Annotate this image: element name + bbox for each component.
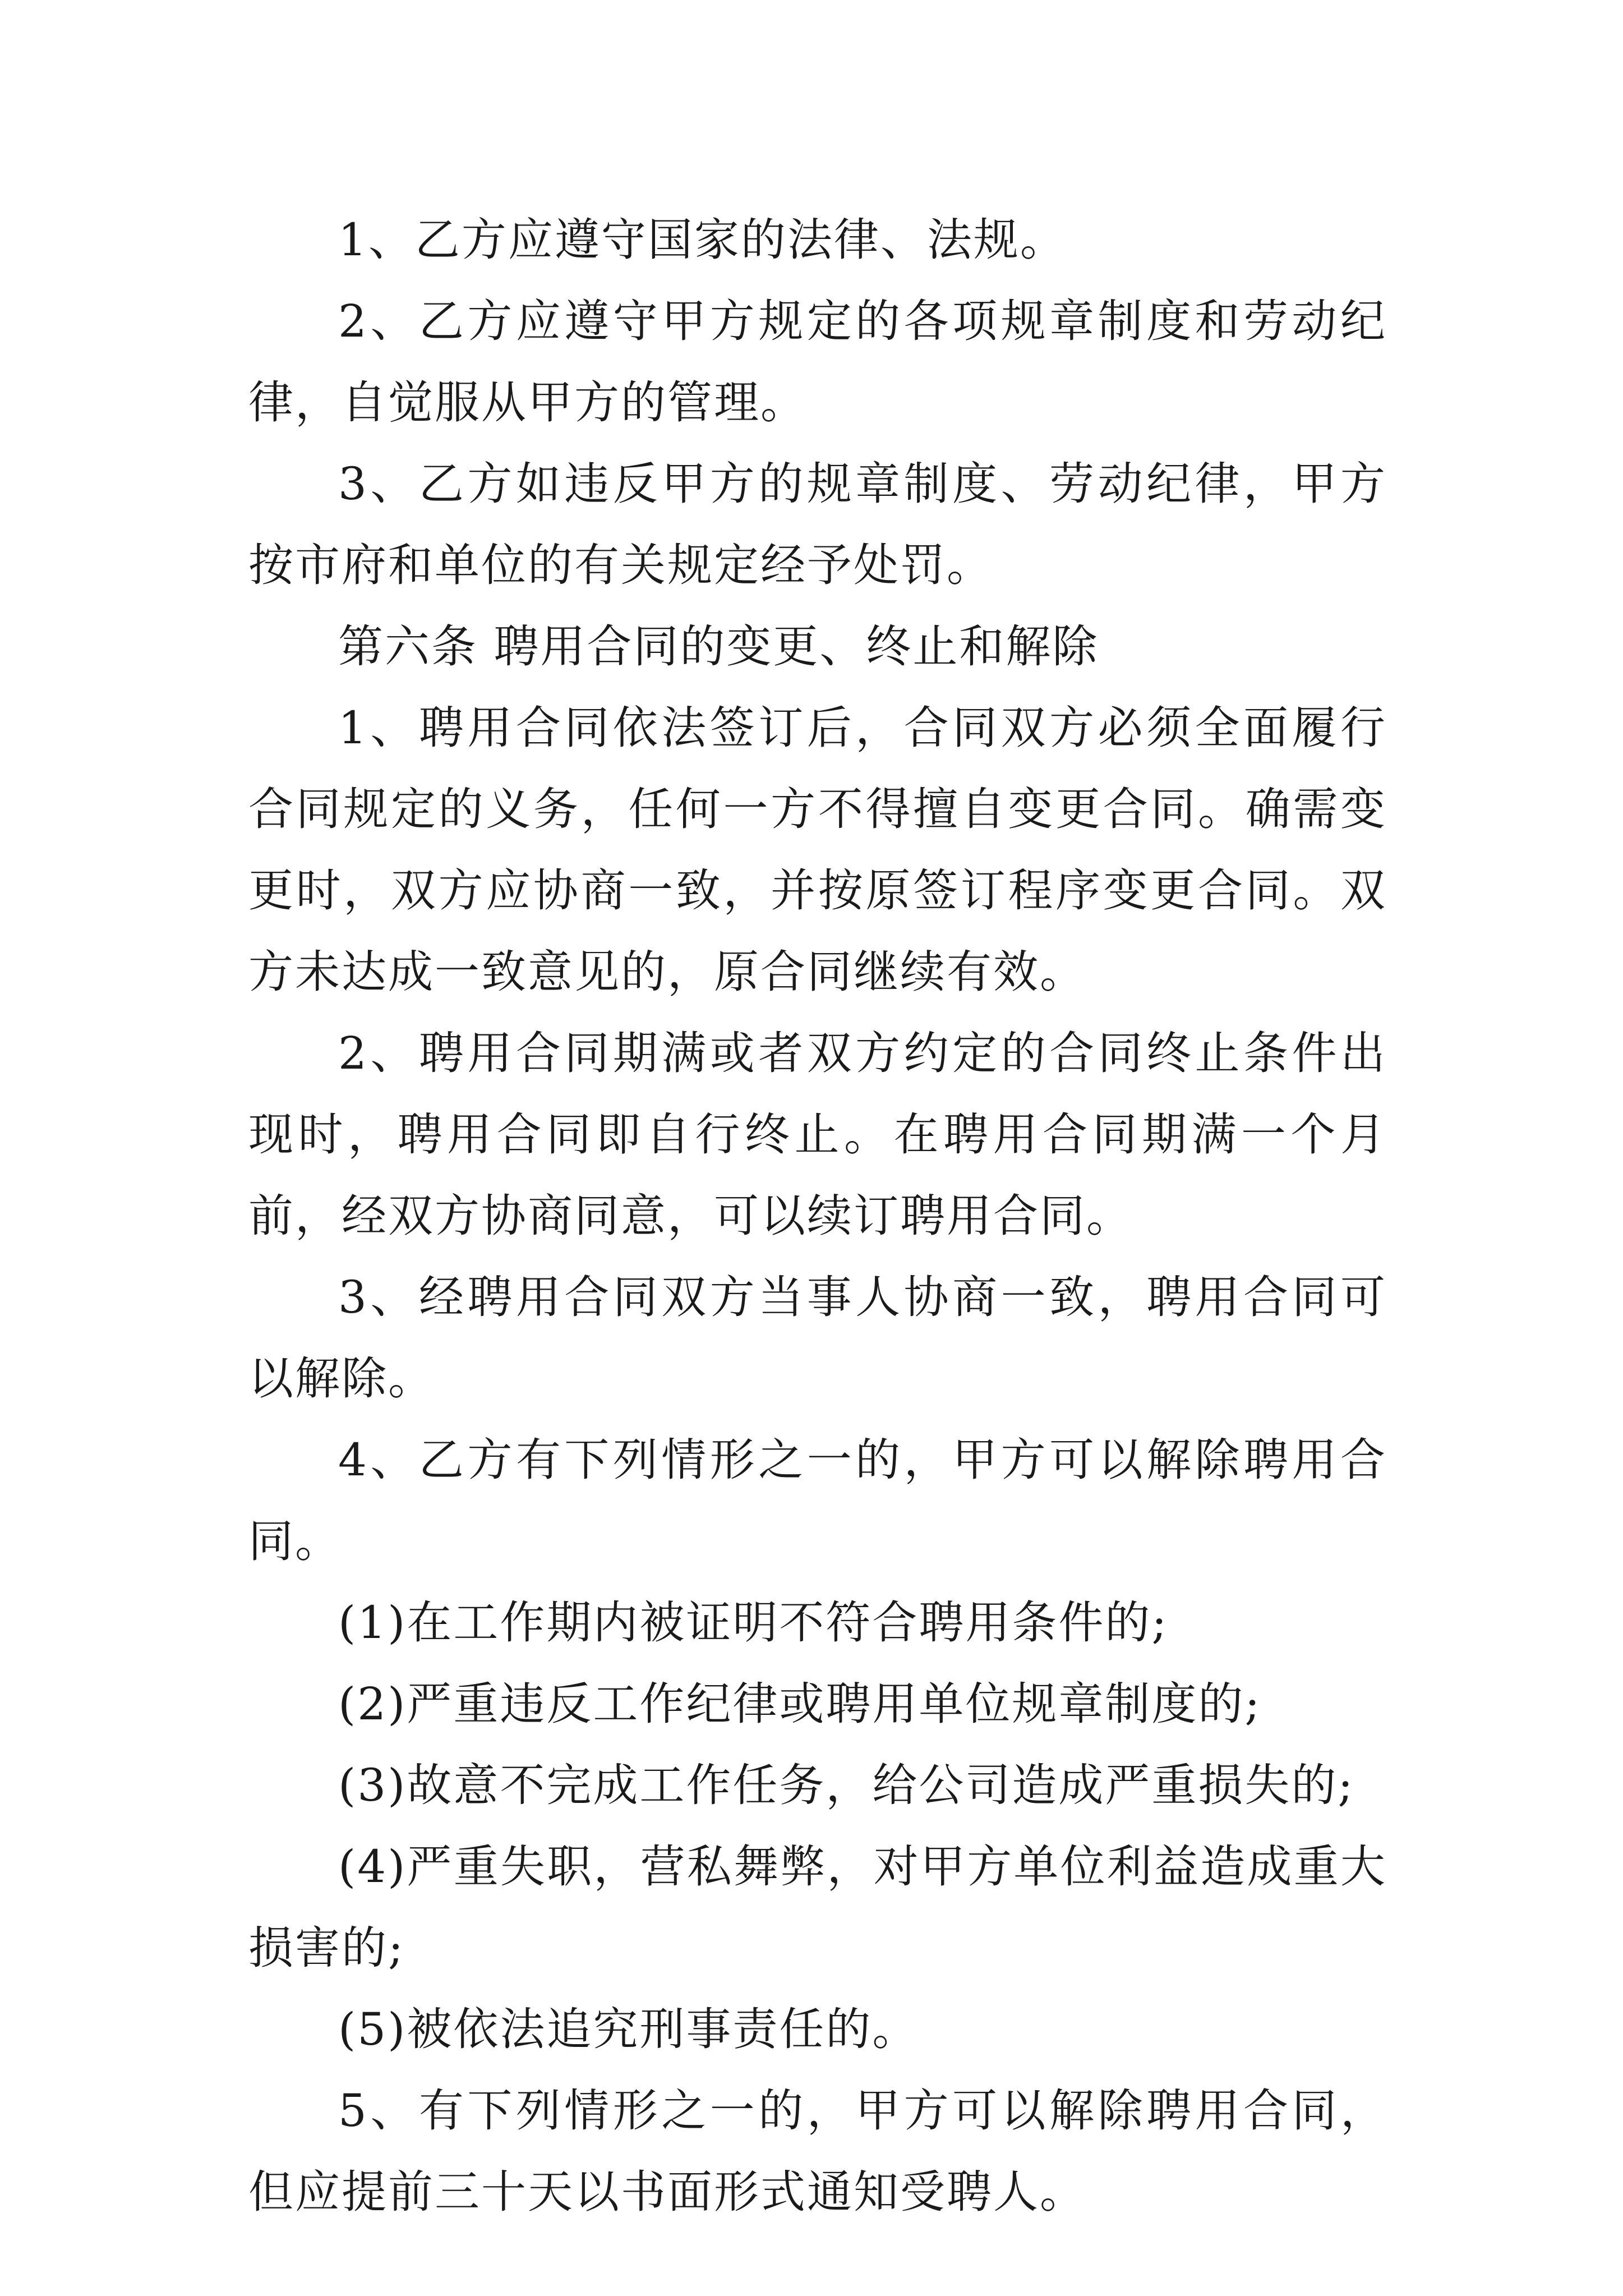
document-body: [248, 199, 1387, 2233]
clause-paragraph: 2、乙方应遵守甲方规定的各项规章制度和劳动纪律，自觉服从甲方的管理。: [248, 295, 1387, 429]
clause-paragraph: 4、乙方有下列情形之一的，甲方可以解除聘用合同。: [248, 1434, 1387, 1567]
clause-paragraph: 5、有下列情形之一的，甲方可以解除聘用合同，但应提前三十天以书面形式通知受聘人。: [248, 2085, 1387, 2218]
clause-paragraph: 3、经聘用合同双方当事人协商一致，聘用合同可以解除。: [248, 1271, 1387, 1405]
list-item: (3)故意不完成工作任务，给公司造成严重损失的;: [338, 1759, 1355, 1811]
article-heading: 第六条 聘用合同的变更、终止和解除: [338, 620, 1099, 673]
clause-paragraph: 1、聘用合同依法签订后，合同双方必须全面履行合同规定的义务，任何一方不得擅自变更合同。确需变更时，双方应协商一致，并按原签订程序变更合同。双方未达成一致意见的，原合同继续有效。: [248, 702, 1387, 998]
list-item: (1)在工作期内被证明不符合聘用条件的;: [338, 1596, 1169, 1649]
list-item: (4)严重失职，营私舞弊，对甲方单位利益造成重大损害的;: [248, 1841, 1387, 1974]
clause-paragraph: 3、乙方如违反甲方的规章制度、劳动纪律，甲方按市府和单位的有关规定经予处罚。: [248, 458, 1387, 591]
clause-paragraph: 1、乙方应遵守国家的法律、法规。: [338, 214, 1067, 266]
clause-paragraph: 2、聘用合同期满或者双方约定的合同终止条件出现时，聘用合同即自行终止。在聘用合同期满一个月前，经双方协商同意，可以续订聘用合同。: [248, 1027, 1387, 1242]
list-item: (2)严重违反工作纪律或聘用单位规章制度的;: [338, 1678, 1262, 1730]
list-item: (5)被依法追究刑事责任的。: [338, 2003, 919, 2055]
